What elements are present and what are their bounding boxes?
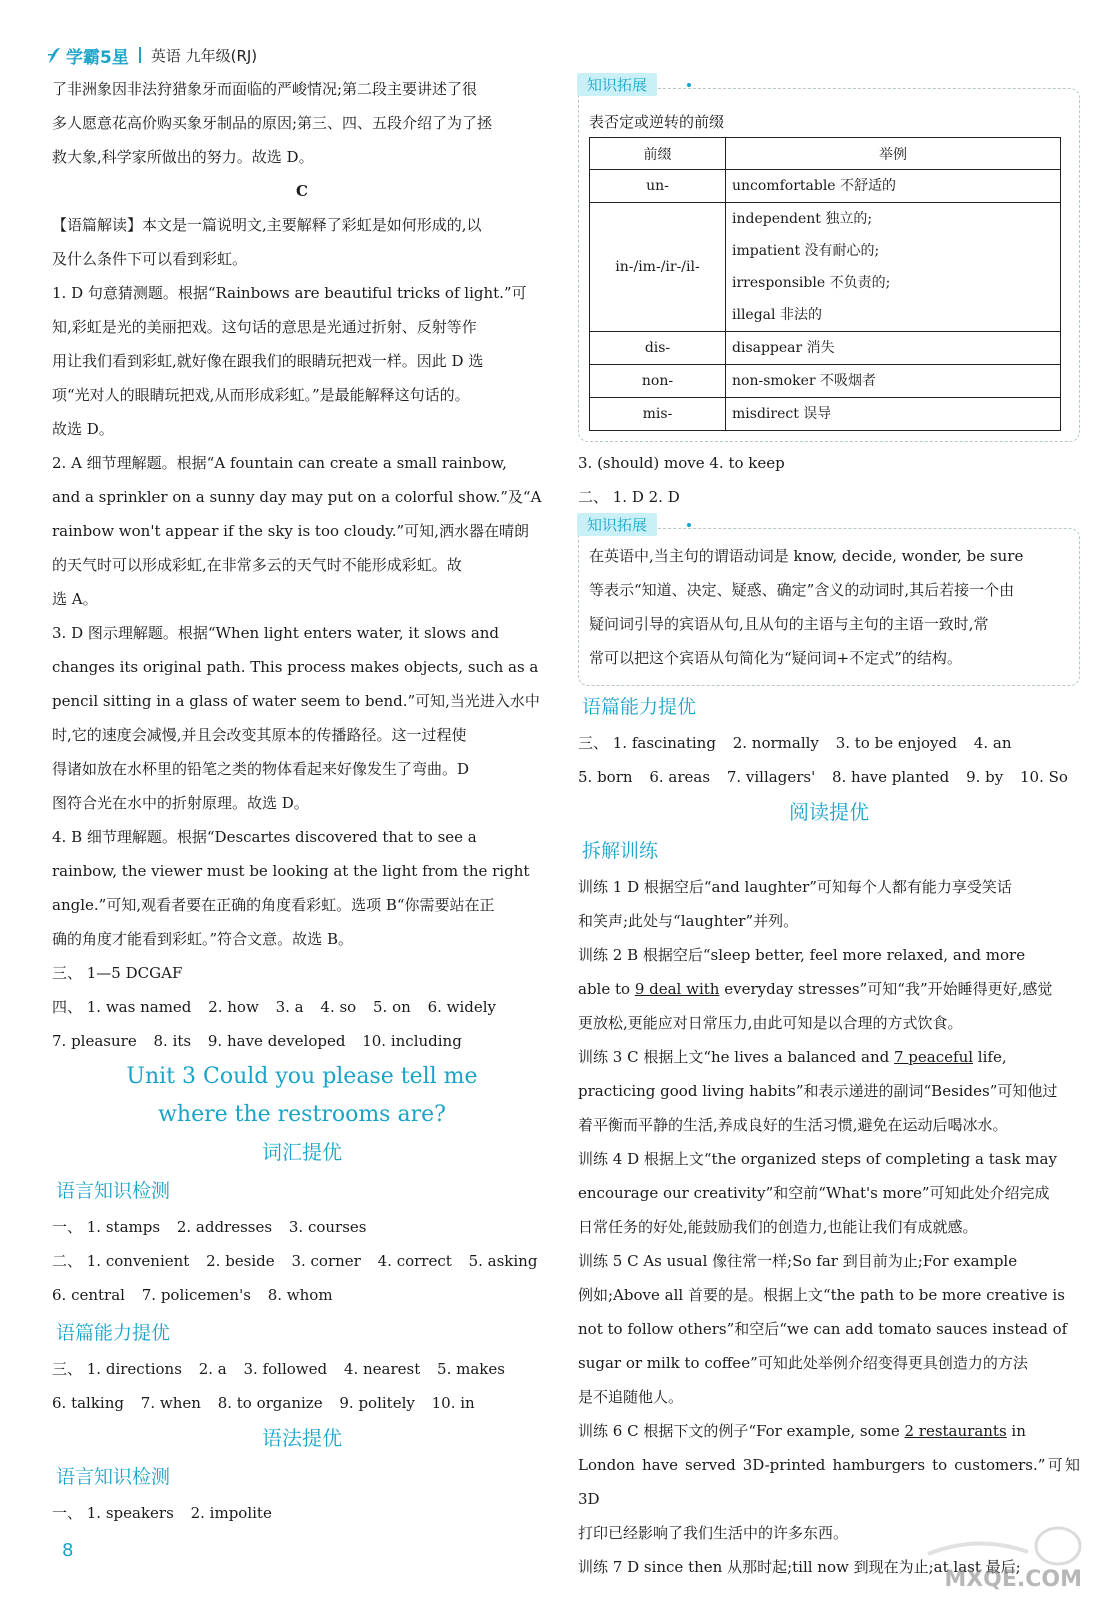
training-6-line (578, 1414, 1080, 1448)
answer-item: 8. whom (267, 1286, 333, 1304)
intro-line: 多人愿意花高价购买象牙制品的原因;第三、四、五段介绍了为了拯 (52, 114, 493, 132)
answer-item: 9. have developed (207, 1032, 346, 1050)
training-6-line: 打印已经影响了我们生活中的许多东西。 (578, 1524, 849, 1542)
discourse-ability-title: 语篇能力提优 (56, 1322, 171, 1344)
prefix-cell: dis- (590, 332, 726, 365)
knowledge-box-grammar (578, 516, 1080, 686)
knowledge-line: 常可以把这个宾语从句简化为“疑问词+不定式”的结构。 (589, 649, 962, 667)
training-3-line: 着平衡而平静的生活,养成良好的生活习惯,避免在运动后喝冰水。 (578, 1116, 1008, 1134)
q3-line: pencil sitting in a glass of water seem to bend.”可知,当光进入水中 (52, 692, 540, 710)
header-subject: 英语 九年级(RJ) (150, 46, 258, 65)
knowledge-tag: 知识拓展 (577, 73, 657, 96)
answer-item: 6. central (52, 1286, 125, 1304)
reading-analysis-line: 【语篇解读】本文是一篇说明文,主要解释了彩虹是如何形成的,以 (52, 216, 482, 234)
answer-item: 7. pleasure (52, 1032, 137, 1050)
header-divider (139, 47, 141, 63)
q1-line: 1. D 句意猜测题。根据“Rainbows are beautiful tricks of light.”可 (52, 284, 527, 302)
answer-item: 4. nearest (343, 1360, 421, 1378)
q2-line: rainbow won't appear if the sky is too cloudy.”可知,洒水器在晴朗 (52, 522, 529, 540)
table-row (590, 332, 1061, 365)
training-4-line: 训练 4 D 根据上文“the organized steps of completing a task may (578, 1150, 1057, 1168)
q3-line: 时,它的速度会减慢,并且会改变其原本的传播路径。这一过程使 (52, 726, 467, 744)
discourse-answers-r2 (578, 760, 1080, 794)
answer-item: 7. policemen's (141, 1286, 251, 1304)
answer-item: 3. corner (291, 1252, 361, 1270)
answer-item: 2. a (198, 1360, 227, 1378)
answer-item: 10. in (431, 1394, 475, 1412)
answer-item: 8. have planted (831, 768, 950, 786)
brand (46, 43, 129, 68)
prefix-cell: un- (590, 170, 726, 203)
answers-part-3: 三、 1—5 DCGAF (52, 964, 183, 982)
answer-item: 7. when (140, 1394, 201, 1412)
answer-item: 9. politely (339, 1394, 415, 1412)
answer-item: 6. talking (52, 1394, 124, 1412)
dot-icon (687, 523, 691, 527)
q3-line: 3. D 图示理解题。根据“When light enters water, it slows and (52, 624, 500, 642)
training-5-line: 是不追随他人。 (578, 1388, 684, 1406)
section-c-heading: C (296, 182, 308, 200)
answer-item: 三、 1. directions (52, 1360, 182, 1378)
answer-item: 2. beside (206, 1252, 275, 1270)
answer-item: 2. addresses (176, 1218, 273, 1236)
example-cell: misdirect 误导 (726, 398, 1061, 431)
training-4-line: encourage our creativity”和空前“What's more”可知此处介绍完成 (578, 1184, 1050, 1202)
q2-line: 选 A。 (52, 590, 98, 608)
table-row (590, 365, 1061, 398)
answer-item: 8. to organize (217, 1394, 323, 1412)
q2-line: and a sprinkler on a sunny day may put on a colorful show.”及“A (52, 488, 542, 506)
table-row (590, 203, 1061, 332)
q3-line: 图符合光在水中的折射原理。故选 D。 (52, 794, 309, 812)
answer-item: 四、 1. was named (52, 998, 192, 1016)
q4-line: 确的角度才能看到彩虹。”符合文意。故选 B。 (52, 930, 353, 948)
training-2-line: 训练 2 B 根据空后“sleep better, feel more relaxed, and more (578, 946, 1026, 964)
q2-line: 的天气时可以形成彩虹,在非常多云的天气时不能形成彩虹。故 (52, 556, 462, 574)
answer-item: 一、 1. stamps (52, 1218, 161, 1236)
example-line: illegal 非法的 (732, 307, 822, 323)
intro-line: 救大象,科学家所做出的努力。故选 D。 (52, 148, 314, 166)
q1-line: 知,彩虹是光的美丽把戏。这句话的意思是光通过折射、反射等作 (52, 318, 477, 336)
brand-logo-icon (46, 45, 62, 65)
answer-item: 三、 1. fascinating (578, 734, 716, 752)
answer-item: 2. how (208, 998, 259, 1016)
prefix-cell: non- (590, 365, 726, 398)
answer-item: 4. so (320, 998, 357, 1016)
reading-section-title: 阅读提优 (789, 800, 869, 824)
q1-line: 项“光对人的眼睛玩把戏,从而形成彩虹。”是最能解释这句话的。 (52, 386, 470, 404)
page-header (46, 42, 257, 68)
training-3-line: practicing good living habits”和表示递进的副词“Besides”可知他过 (578, 1082, 1058, 1100)
answer-item: 5. asking (468, 1252, 538, 1270)
answers-a: 3. (should) move 4. to keep (578, 454, 785, 472)
discourse-answers-2 (52, 1386, 552, 1420)
unit-title-line-2: where the restrooms are? (158, 1102, 446, 1127)
training-5-line: not to follow others”和空后“we can add tomato sauces instead of (578, 1320, 1068, 1338)
answers-b: 二、 1. D 2. D (578, 488, 680, 506)
prefix-cell: in-/im-/ir-/il- (590, 203, 726, 332)
example-line: impatient 没有耐心的; (732, 243, 880, 259)
reading-analysis-line: 及什么条件下可以看到彩虹。 (52, 250, 248, 268)
text-span: in (1006, 1422, 1026, 1440)
example-line: irresponsible 不负责的; (732, 275, 891, 291)
training-5-line: 训练 5 C As usual 像往常一样;So far 到目前为止;For example (578, 1252, 1018, 1270)
knowledge-line: 等表示“知道、决定、疑惑、确定”含义的动词时,其后若接一个由 (589, 581, 1015, 599)
training-2-line: 更放松,更能应对日常压力,由此可知是以合理的方式饮食。 (578, 1014, 963, 1032)
answer-item: 6. areas (649, 768, 711, 786)
answer-item: 3. a (275, 998, 304, 1016)
text-span: life, (973, 1048, 1007, 1066)
q4-line: 4. B 细节理解题。根据“Descartes discovered that to see a (52, 828, 477, 846)
q2-line: 2. A 细节理解题。根据“A fountain can create a small rainbow, (52, 454, 507, 472)
training-7-line: 训练 7 D since then 从那时起;till now 到现在为止;at last 最后; (578, 1558, 1021, 1576)
training-4-line: 日常任务的好处,能鼓励我们的创造力,也能让我们有成就感。 (578, 1218, 978, 1236)
text-span: 训练 3 C 根据上文“he lives a balanced and (578, 1048, 894, 1066)
discourse-answers-1 (52, 1352, 552, 1386)
answer-item: 4. correct (377, 1252, 452, 1270)
answer-item: 10. So (1020, 768, 1068, 786)
table-row (590, 398, 1061, 431)
answer-item: 9. by (966, 768, 1004, 786)
answers-part-4-line-1 (52, 990, 552, 1024)
text-span: everyday stresses”可知“我”开始睡得更好,感觉 (719, 980, 1053, 998)
vocab-answers-1 (52, 1210, 552, 1244)
answers-part-4-line-2 (52, 1024, 552, 1058)
training-5-line: 例如;Above all 首要的是。根据上文“the path to be more creative is (578, 1286, 1065, 1304)
q3-line: changes its original path. This process makes objects, such as a (52, 658, 539, 676)
language-check-title-2: 语言知识检测 (56, 1466, 171, 1488)
text-span: able to (578, 980, 635, 998)
answer-item: 3. followed (243, 1360, 328, 1378)
answer-item: 7. villagers' (726, 768, 816, 786)
split-training-title: 拆解训练 (582, 840, 659, 862)
knowledge-box-title: 表否定或逆转的前缀 (589, 113, 725, 131)
knowledge-line: 疑问词引导的宾语从句,且从句的主语与主句的主语一致时,常 (589, 615, 989, 633)
underlined-blank: 2 restaurants (904, 1422, 1007, 1440)
answer-item: 4. an (973, 734, 1012, 752)
answer-item: 2. impolite (190, 1504, 272, 1522)
vocab-answers-2 (52, 1244, 552, 1278)
table-header: 前缀 (590, 138, 726, 170)
answer-item: 3. to be enjoyed (835, 734, 958, 752)
vocab-answers-3 (52, 1278, 552, 1312)
dot-icon (687, 83, 691, 87)
training-2-line (578, 972, 1080, 1006)
example-line: independent 独立的; (732, 211, 873, 227)
knowledge-tag: 知识拓展 (577, 513, 657, 536)
training-5-line: sugar or milk to coffee”可知此处举例介绍变得更具创造力的方法 (578, 1354, 1028, 1372)
knowledge-line: 在英语中,当主句的谓语动词是 know, decide, wonder, be sure (589, 547, 1024, 565)
answer-item: 2. normally (732, 734, 819, 752)
intro-line: 了非洲象因非法狩猎象牙而面临的严峻情况;第二段主要讲述了很 (52, 80, 478, 98)
q1-line: 故选 D。 (52, 420, 114, 438)
answer-item: 5. born (578, 768, 633, 786)
q3-line: 得诸如放在水杯里的铅笔之类的物体看起来好像发生了弯曲。D (52, 760, 470, 778)
discourse-ability-title: 语篇能力提优 (582, 696, 697, 718)
table-header: 举例 (726, 138, 1061, 170)
text-span: 训练 6 C 根据下文的例子“For example, some (578, 1422, 905, 1440)
prefix-cell: mis- (590, 398, 726, 431)
watermark-text: MXQE.COM (944, 1567, 1082, 1592)
example-cell: disappear 消失 (726, 332, 1061, 365)
left-column (52, 72, 552, 1530)
training-6-line: London have served 3D-printed hamburgers to customers.”可知 3D (578, 1456, 1080, 1508)
discourse-answers-r1 (578, 726, 1080, 760)
example-cell: non-smoker 不吸烟者 (726, 365, 1061, 398)
q4-line: angle.”可知,观看者要在正确的角度看彩虹。选项 B“你需要站在正 (52, 896, 495, 914)
grammar-section-title: 语法提优 (262, 1426, 342, 1450)
training-1-line: 和笑声;此处与“laughter”并列。 (578, 912, 799, 930)
answer-item: 5. makes (437, 1360, 505, 1378)
training-1-line: 训练 1 D 根据空后“and laughter”可知每个人都有能力享受笑话 (578, 878, 1012, 896)
answer-item: 8. its (153, 1032, 192, 1050)
answer-item: 一、 1. speakers (52, 1504, 174, 1522)
answer-item: 6. widely (427, 998, 497, 1016)
prefix-table (589, 137, 1061, 431)
answer-item: 10. including (362, 1032, 462, 1050)
knowledge-box-prefix (578, 76, 1080, 442)
answer-item: 二、 1. convenient (52, 1252, 190, 1270)
training-3-line (578, 1040, 1080, 1074)
example-cell: uncomfortable 不舒适的 (726, 170, 1061, 203)
brand-name: 学霸5星 (66, 47, 129, 68)
grammar-answers-1 (52, 1496, 552, 1530)
unit-title-line-1: Unit 3 Could you please tell me (126, 1064, 478, 1089)
page-number: 8 (62, 1540, 74, 1561)
q1-line: 用让我们看到彩虹,就好像在跟我们的眼睛玩把戏一样。因此 D 选 (52, 352, 484, 370)
table-row (590, 170, 1061, 203)
right-column (578, 72, 1080, 1584)
answer-item: 3. courses (288, 1218, 367, 1236)
vocab-section-title: 词汇提优 (262, 1140, 342, 1164)
underlined-blank: 9 deal with (634, 980, 720, 998)
table-header-row (590, 138, 1061, 170)
language-check-title: 语言知识检测 (56, 1180, 171, 1202)
example-cell (726, 203, 1061, 332)
q4-line: rainbow, the viewer must be looking at the light from the right (52, 862, 530, 880)
underlined-blank: 7 peaceful (894, 1048, 974, 1066)
answer-item: 5. on (373, 998, 411, 1016)
